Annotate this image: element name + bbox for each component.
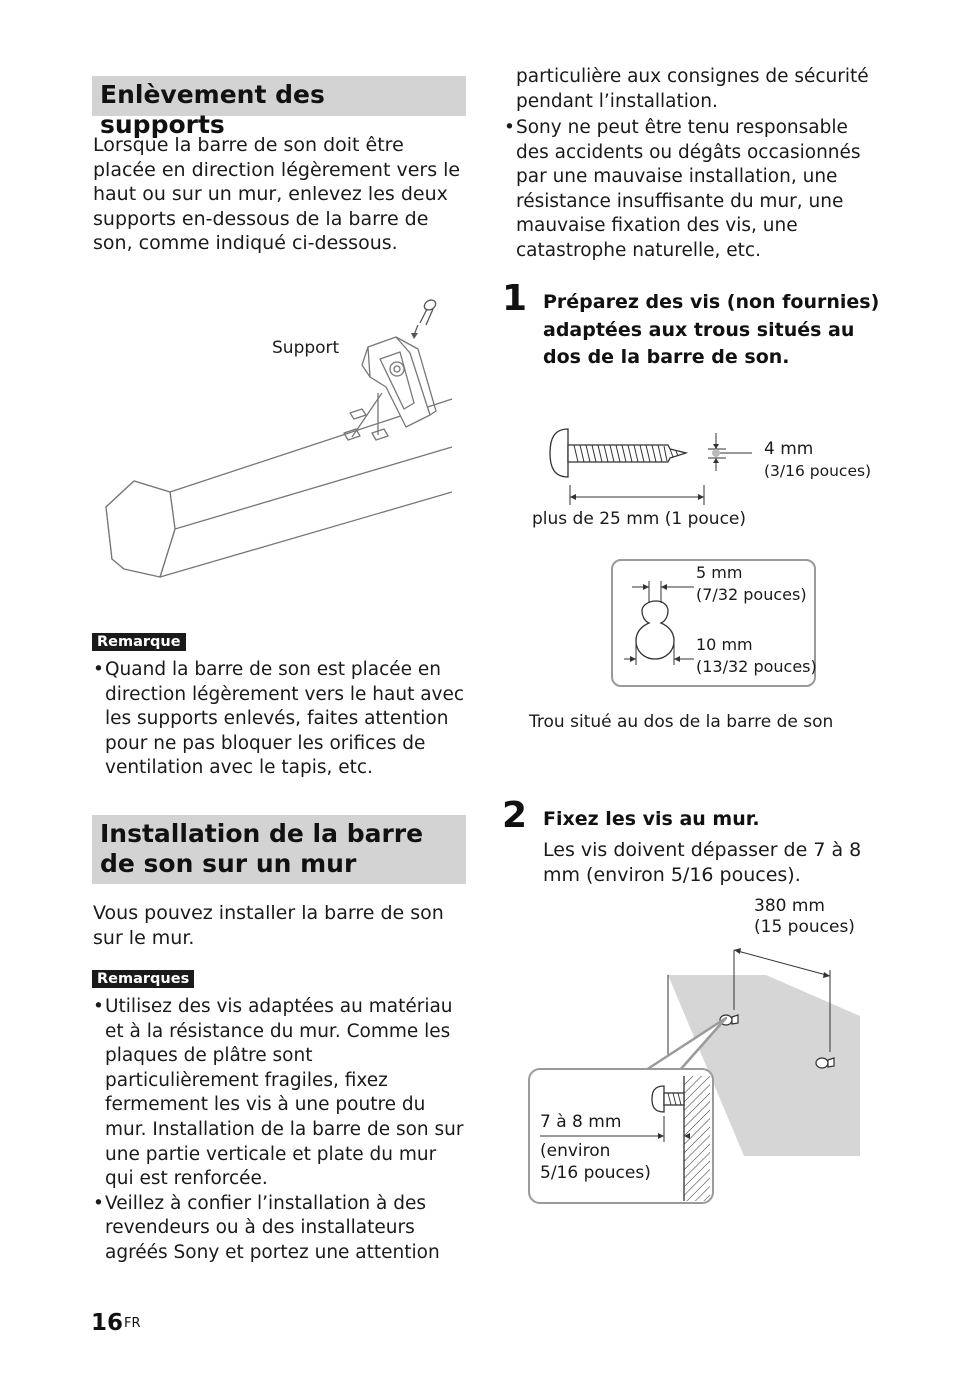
page-lang: FR [124,1316,141,1331]
section-title-wall: Installation de la barre de son sur un mur [100,819,424,878]
notes-badge: Remarques [92,970,194,988]
note-badge: Remarque [92,633,186,651]
page-number [91,1308,141,1338]
section-heading-removal [92,76,466,139]
keyhole-height: 10 mm [696,635,753,654]
keyhole-caption: Trou situé au dos de la barre de son [529,712,834,732]
note-list [93,658,468,781]
step-number-1: 1 [502,278,528,319]
section-title-removal: Enlèvement des supports [100,80,325,139]
keyhole-height-in: (13/32 pouces) [696,657,817,676]
safety-list [504,116,886,264]
notes-list [93,995,468,1266]
protrusion-line3: 5/16 pouces) [540,1163,651,1183]
screw-length: plus de 25 mm (1 pouce) [532,509,747,529]
protrusion-value: 7 à 8 mm [540,1112,622,1132]
list-item: • Quand la barre de son est placée en direction légèrement vers le haut avec les supports enlevés, faites attention pour ne pas bloquer les orifices de ventilation avec le tapis, etc. [93,658,468,781]
screw-diameter-in: (3/16 pouces) [764,462,872,480]
keyhole-width-in: (7/32 pouces) [696,585,807,604]
list-item: • Utilisez des vis adaptées au matériau et à la résistance du mur. Comme les plaques de plâtre sont particulièrement fragiles, fixez fermement les vis à une poutre du mur. Installation de la barre de son sur une partie verticale et plate du mur qui est renforcée. [93,995,468,1192]
step-title-1: Préparez des vis (non fournies) adaptées aux trous situés au dos de la barre de son. [543,291,880,368]
screw-dimension-diagram [548,425,758,515]
removal-paragraph: Lorsque la barre de son doit être placée en direction légèrement vers le haut ou sur un mur, enlevez les deux supports en-dessous de la barre de son, comme indiqué ci-dessous. [93,134,461,255]
support-label: Support [272,338,340,358]
section-heading-wall [92,815,466,884]
spacing-value: 380 mm [754,896,825,916]
list-item: • Veillez à confier l’installation à des revendeurs ou à des installateurs agréés Sony et portez une attention [93,1192,468,1266]
wall-paragraph: Vous pouvez installer la barre de son sur le mur. [93,902,444,949]
screw-diameter: 4 mm [764,439,814,459]
keyhole-diagram [622,575,697,670]
list-item: • Sony ne peut être tenu responsable des accidents ou dégâts occasionnés par une mauvaise installation, une résistance insuffisante du mur, une mauvaise fixation des vis, une catastrophe naturelle, etc. [504,116,886,264]
step-title-2: Fixez les vis au mur. [543,808,760,830]
step-number-2: 2 [502,795,528,836]
keyhole-width: 5 mm [696,563,743,582]
step-body-2: Les vis doivent dépasser de 7 à 8 mm (environ 5/16 pouces). [543,839,862,886]
spacing-value-in: (15 pouces) [754,917,855,937]
page-number-value: 16 [91,1310,124,1336]
continued-text: particulière aux consignes de sécurité pendant l’installation. [516,66,869,112]
protrusion-line2: (environ [540,1141,611,1161]
